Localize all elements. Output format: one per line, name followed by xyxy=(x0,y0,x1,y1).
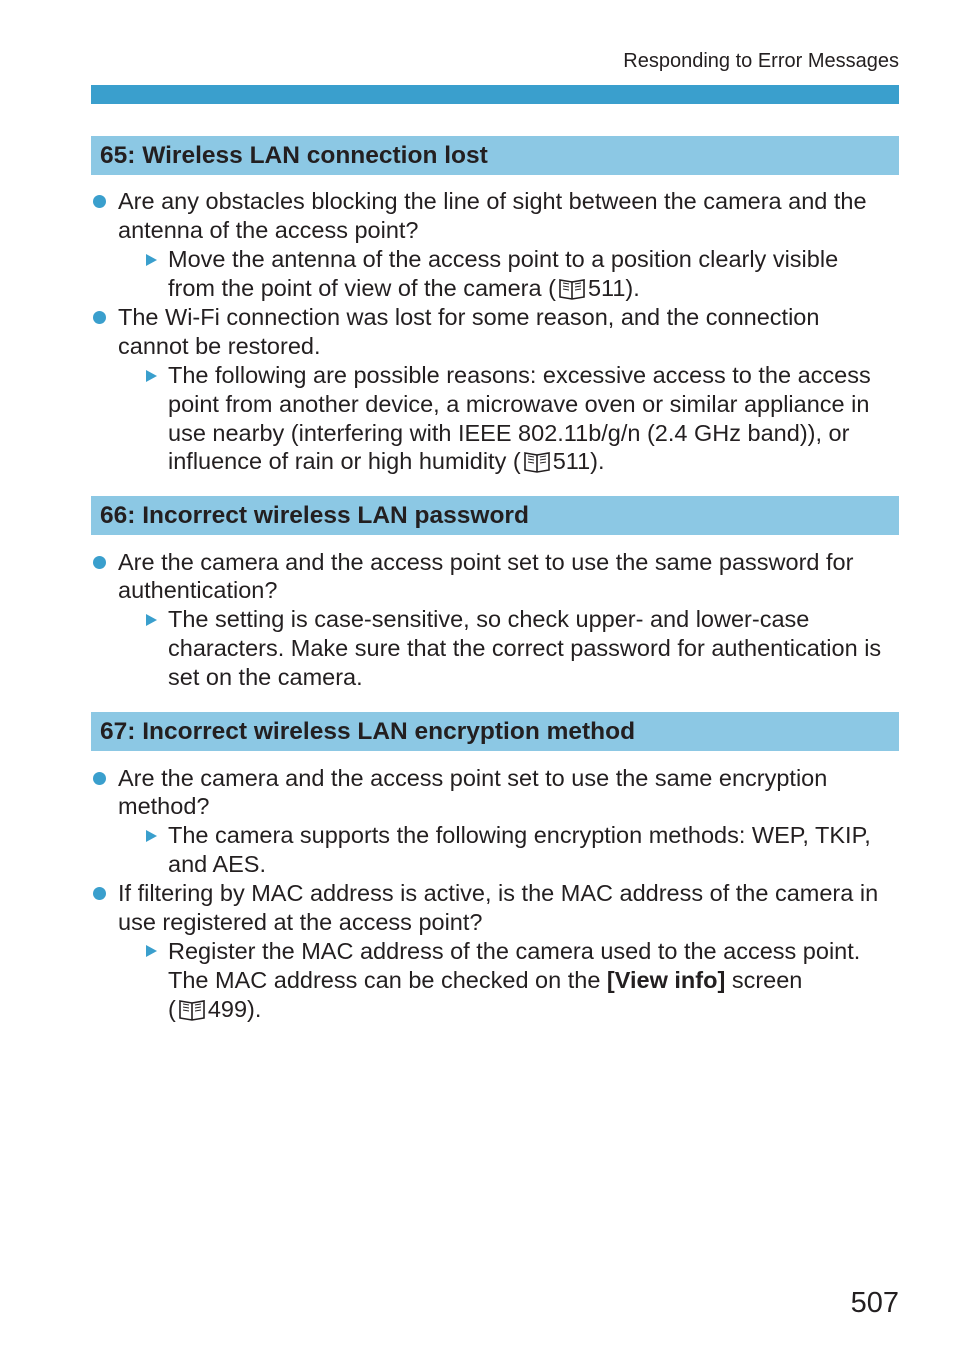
bullet-icon xyxy=(93,195,106,208)
answer-text: Register the MAC address of the camera used to the access point. xyxy=(168,938,861,964)
answer-text-part: 499). xyxy=(207,996,262,1022)
answer-text-part: ( xyxy=(168,996,176,1022)
question-text: cannot be restored. xyxy=(118,333,321,359)
answer-text: characters. Make sure that the correct password for authentication is xyxy=(168,635,882,661)
question-text: The Wi-Fi connection was lost for some reason, and the connection xyxy=(118,304,820,330)
bullet-icon xyxy=(93,772,106,785)
answer-text xyxy=(168,274,640,303)
arrow-icon xyxy=(146,614,157,626)
arrow-icon xyxy=(146,830,157,842)
answer-text-part: screen xyxy=(725,967,803,993)
arrow-icon xyxy=(146,254,157,266)
answer-text-part: influence of rain or high humidity ( xyxy=(168,448,521,474)
answer-text-part: 511). xyxy=(587,275,640,301)
book-icon xyxy=(522,449,552,473)
book-icon xyxy=(177,997,207,1021)
answer-text: The following are possible reasons: excessive access to the access xyxy=(168,362,871,388)
view-info-label: [View info] xyxy=(606,967,726,993)
question-text: authentication? xyxy=(118,577,278,603)
page-number: 507 xyxy=(850,1287,899,1319)
answer-text xyxy=(168,995,261,1024)
bullet-icon xyxy=(93,556,106,569)
bullet-icon xyxy=(93,311,106,324)
question-text: Are the camera and the access point set to use the same password for xyxy=(118,549,854,575)
answer-text: use nearby (interfering with IEEE 802.11b/g/n (2.4 GHz band)), or xyxy=(168,420,850,446)
question-text: If filtering by MAC address is active, is the MAC address of the camera in xyxy=(118,880,879,906)
answer-text: The setting is case-sensitive, so check upper- and lower-case xyxy=(168,606,810,632)
arrow-icon xyxy=(146,945,157,957)
question-text: method? xyxy=(118,793,210,819)
answer-text: point from another device, a microwave oven or similar appliance in xyxy=(168,391,870,417)
section-heading-67: 67: Incorrect wireless LAN encryption method xyxy=(91,712,899,751)
answer-text-part: from the point of view of the camera ( xyxy=(168,275,556,301)
header-bar xyxy=(91,85,899,104)
question-text: antenna of the access point? xyxy=(118,217,419,243)
answer-text-part: 511). xyxy=(552,448,605,474)
answer-text xyxy=(168,447,605,476)
book-icon xyxy=(557,276,587,300)
section-heading-66: 66: Incorrect wireless LAN password xyxy=(91,496,899,535)
answer-text: The camera supports the following encryption methods: WEP, TKIP, xyxy=(168,822,871,848)
answer-text xyxy=(168,966,802,995)
answer-text: set on the camera. xyxy=(168,664,363,690)
bullet-icon xyxy=(93,887,106,900)
answer-text-part: The MAC address can be checked on the xyxy=(168,967,607,993)
header-title: Responding to Error Messages xyxy=(623,50,899,72)
answer-text: Move the antenna of the access point to a position clearly visible xyxy=(168,246,839,272)
arrow-icon xyxy=(146,370,157,382)
answer-text: and AES. xyxy=(168,851,266,877)
question-text: Are any obstacles blocking the line of sight between the camera and the xyxy=(118,188,867,214)
question-text: Are the camera and the access point set to use the same encryption xyxy=(118,765,828,791)
question-text: use registered at the access point? xyxy=(118,909,483,935)
section-heading-65: 65: Wireless LAN connection lost xyxy=(91,136,899,175)
